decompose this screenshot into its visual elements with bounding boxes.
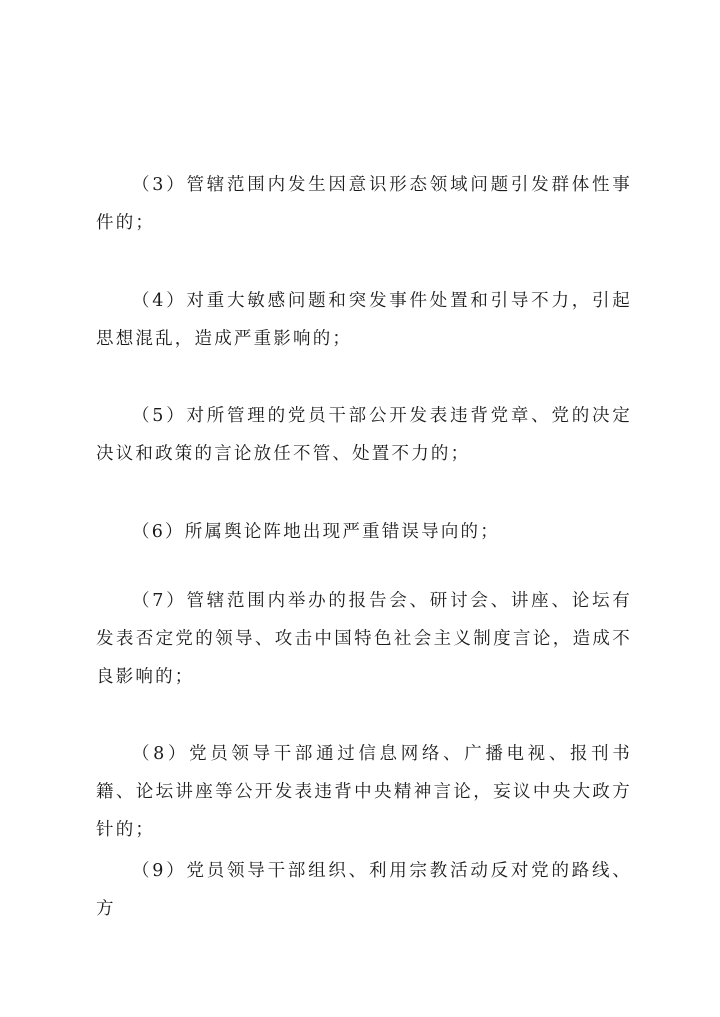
paragraph-item-3: （3）管辖范围内发生因意识形态领域问题引发群体性事件的； xyxy=(96,175,632,233)
paragraph-item-9: （9）党员领导干部组织、利用宗教活动反对党的路线、方 xyxy=(96,861,632,919)
paragraph-item-8: （8）党员领导干部通过信息网络、广播电视、报刊书籍、论坛讲座等公开发表违背中央精神言论，妄议中央大政方针的； xyxy=(96,744,632,840)
paragraph-item-5: （5）对所管理的党员干部公开发表违背党章、党的决定决议和政策的言论放任不管、处置不力的； xyxy=(96,406,632,464)
paragraph-item-4: （4）对重大敏感问题和突发事件处置和引导不力，引起思想混乱，造成严重影响的； xyxy=(96,291,632,349)
paragraph-item-6: （6）所属舆论阵地出现严重错误导向的； xyxy=(132,522,500,542)
paragraph-item-7: （7）管辖范围内举办的报告会、研讨会、讲座、论坛有发表否定党的领导、攻击中国特色社会主义制度言论，造成不良影响的； xyxy=(96,591,632,687)
